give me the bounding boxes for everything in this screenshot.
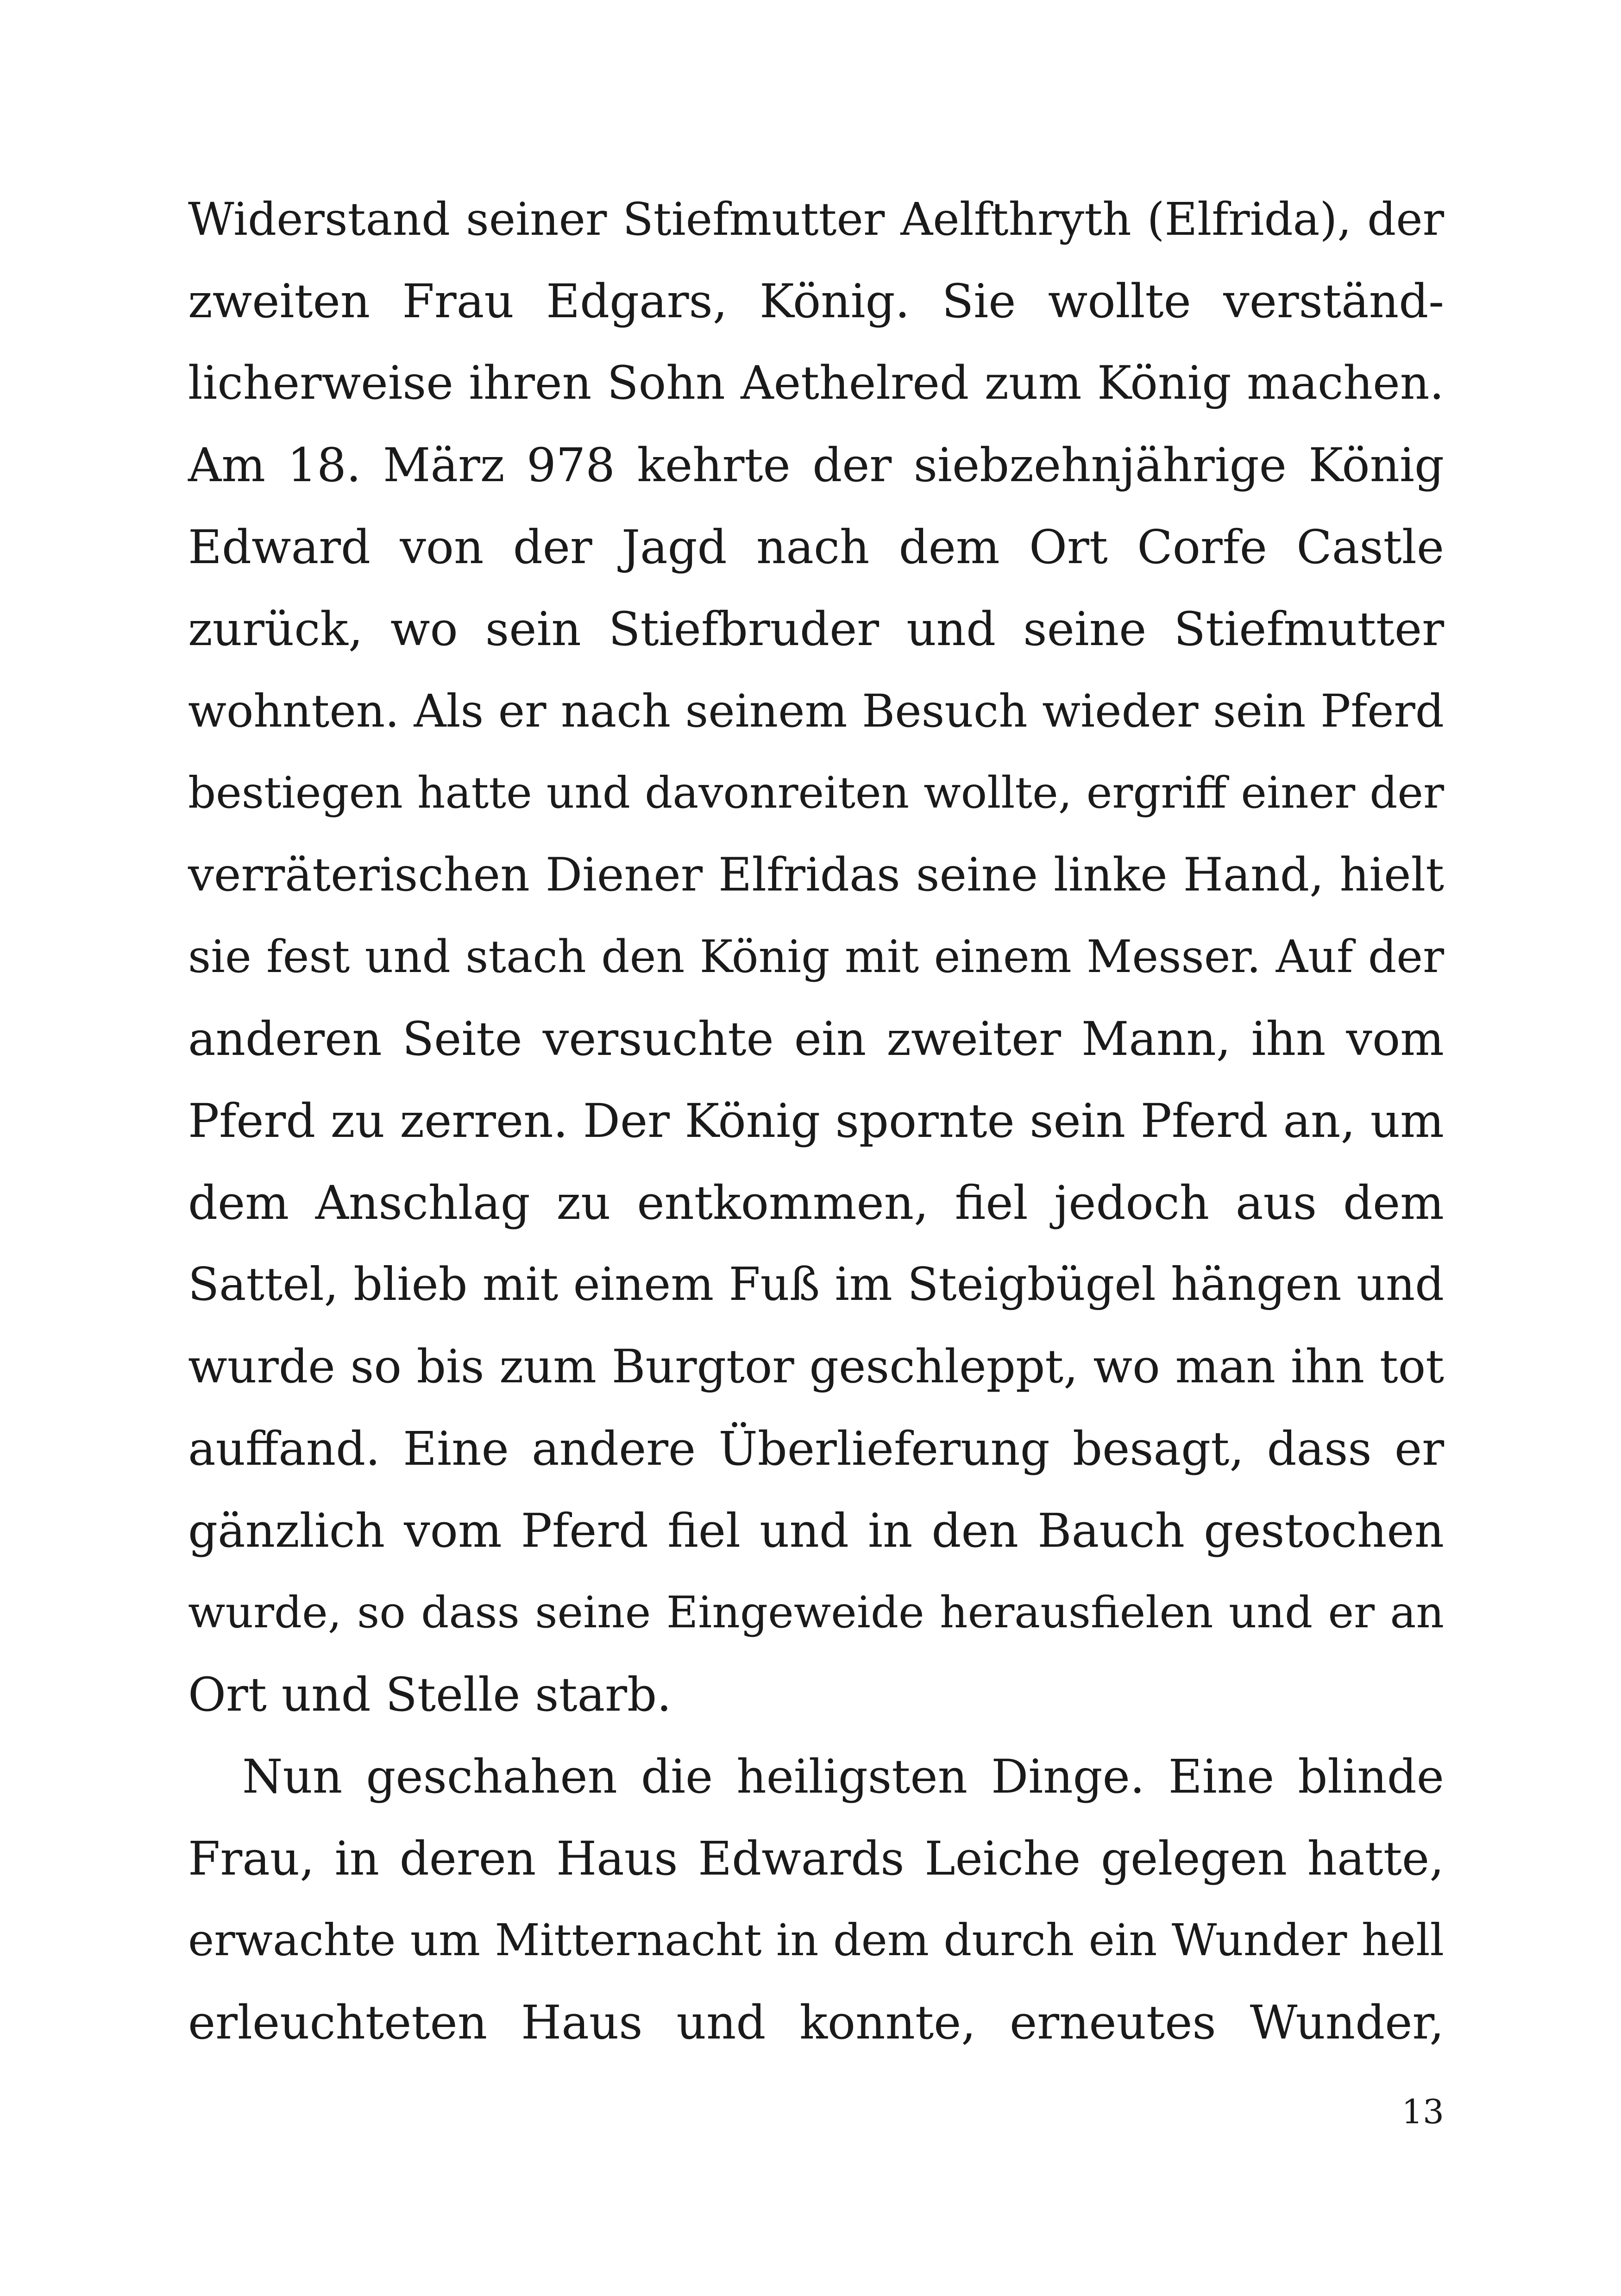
text-line: Sattel, blieb mit einem Fuß im Steigbügel hängen und [188,1258,1444,1311]
text-line: Widerstand seiner Stiefmutter Aelfthryth (Elfrida), der [188,193,1444,245]
text-line: zurück, wo sein Stiefbruder und seine Stiefmutter [188,602,1444,656]
text-line: licherweise ihren Sohn Aethelred zum König machen. [188,357,1444,410]
body-text [188,178,1444,2064]
text-line: Ort und Stelle starb. [188,1668,672,1722]
text-line: wurde, so dass seine Eingeweide herausfielen und er an [188,1587,1444,1638]
text-line: wohnten. Als er nach seinem Besuch wieder sein Pferd [188,685,1444,737]
text-line: zweiten Frau Edgars, König. Sie wollte verständ- [188,274,1444,328]
text-line: dem Anschlag zu entkommen, fiel jedoch aus dem [188,1176,1444,1230]
text-line: verräterischen Diener Elfridas seine linke Hand, hielt [188,848,1444,902]
text-line: anderen Seite versuchte ein zweiter Mann, ihn vom [188,1012,1444,1066]
page-number: 13 [1401,2092,1444,2131]
text-line: Edward von der Jagd nach dem Ort Corfe Castle [188,520,1444,574]
text-line: auffand. Eine andere Überlieferung besagt, dass er [188,1422,1444,1476]
text-line: erwachte um Mitternacht in dem durch ein Wunder hell [188,1915,1444,1966]
text-line: gänzlich vom Pferd fiel und in den Bauch gestochen [188,1504,1444,1558]
text-line: sie fest und stach den König mit einem Messer. Auf der [188,931,1444,983]
text-line: Am 18. März 978 kehrte der siebzehnjährige König [188,438,1444,492]
paragraph-2 [188,1736,1444,2064]
text-line: Nun geschahen die heiligsten Dinge. Eine blinde [242,1750,1444,1804]
text-line: wurde so bis zum Burgtor geschleppt, wo man ihn tot [188,1340,1444,1393]
text-line: erleuchteten Haus und konnte, erneutes Wunder, [188,1995,1444,2050]
text-line: Pferd zu zerren. Der König spornte sein Pferd an, um [188,1094,1444,1148]
paragraph-1 [188,178,1444,1736]
text-line: bestiegen hatte und davonreiten wollte, ergriff einer der [188,768,1444,818]
text-line: Frau, in deren Haus Edwards Leiche gelegen hatte, [188,1832,1444,1886]
